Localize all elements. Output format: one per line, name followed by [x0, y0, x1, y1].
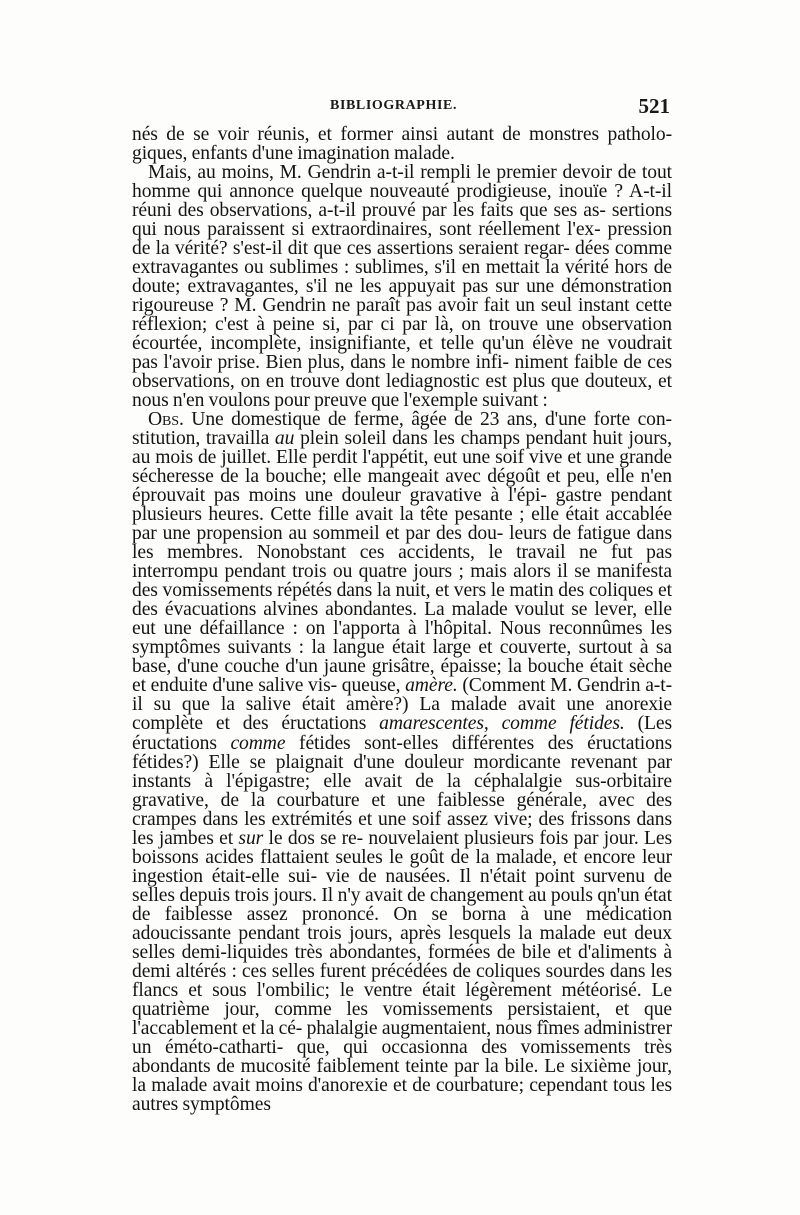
paragraph-continuation: nés de se voir réunis, et former ainsi autant de monstres patholo- giques, enfants d'une imagination malade. [132, 124, 672, 165]
running-head [130, 94, 670, 118]
page-number: 521 [638, 94, 670, 118]
observation-text-6: le dos se re- nouvelaient plusieurs fois par jour. Les boissons acides flattaient seules le goût de la malade, et encore leur ingestion était-elle sui- vie de nausées. Il n'était point survenu de selles depuis trois jours. Il n'y avait de changement au pouls qn'un état de faiblesse assez prononcé. On se borna à une médication adoucissante pendant trois jours, après lesquels la malade eut deux selles demi-liquides très abondantes, formées de bile et d'aliments à demi altérés : ces selles furent précédées de coliques sourdes dans les flancs et sous l'ombilic; le ventre était légèrement météorisé. Le quatrième jour, comme les vomissements persistaient, et que l'accablement et la cé- phalalgie augmentaient, nous fîmes administrer un éméto-catharti- que, qui occasionna des vomissements très abondants de mucosité faiblement teinte par la bile. Le sixième jour, la malade avait moins d'anorexie et de courbature; cependant tous les autres symptômes [132, 827, 673, 1115]
observation-italic-sur: sur [238, 827, 264, 849]
observation-text-3: (Comment M. Gendrin a-t-il su que la salive était amère?) La malade avait une anorexie complète et des éructations [132, 675, 672, 735]
observation-label: Obs. [148, 409, 184, 431]
running-title: BIBLIOGRAPHIE. [330, 98, 458, 113]
observation-italic-au: au [274, 428, 295, 450]
body-text [132, 125, 672, 1114]
observation-italic-amarescentes: amarescentes, comme fétides. [379, 713, 625, 735]
paragraph-observation [132, 410, 672, 1114]
observation-text-4: (Les éructations [132, 713, 673, 754]
observation-text-5: fétides sont-elles différentes des éructations fétides?) Elle se plaignait d'une douleur mordicante revenant par instants à l'épigastre; elle avait de la céphalalgie sus-orbitaire gravative, de la courbature et une faiblesse générale, avec des crampes dans les extrémités et une soif assez vive; des frissons dans les jambes et [132, 732, 672, 849]
observation-italic-comme: comme [230, 732, 286, 754]
observation-text-1: Une domestique de ferme, âgée de 23 ans, d'une forte con- stitution, travailla [132, 409, 672, 450]
observation-italic-amere: amère. [405, 675, 458, 697]
observation-text-2: plein soleil dans les champs pendant huit jours, au mois de juillet. Elle perdit l'appétit, eut une soif vive et une grande sécheresse de la bouche; elle mangeait avec dégoût et peu, elle n'en éprouvait pas moins une douleur gravative à l'épi- gastre pendant plusieurs heures. Cette fille avait la tête pesante ; elle était accablée par une propension au sommeil et par des dou- leurs de fatigue dans les membres. Nonobstant ces accidents, le travail ne fut pas interrompu pendant trois ou quatre jours ; mais alors il se manifesta des vomissements répétés dans la nuit, et vers le matin des coliques et des évacuations alvines abondantes. La malade voulut se lever, elle eut une défaillance : on l'apporta à l'hôpital. Nous reconnûmes les symptômes suivants : la langue était large et couverte, surtout à sa base, d'une couche d'un jaune grisâtre, épaisse; la bouche était sèche et enduite d'une salive vis- queuse, [132, 428, 672, 697]
paragraph-critique: Mais, au moins, M. Gendrin a-t-il rempli le premier devoir de tout homme qui annonce quelque nouveauté prodigieuse, inouïe ? A-t-il réuni des observations, a-t-il prouvé par les faits que ses as- sertions qui nous paraissent si extraordinaires, sont réellement l'ex- pression de la vérité? s'est-il dit que ces assertions seraient regar- dées comme extravagantes ou sublimes : sublimes, s'il en mettait la vérité hors de doute; extravagantes, s'il ne les appuyait pas sur une démonstration rigoureuse ? M. Gendrin ne paraît pas avoir fait un seul instant cette réflexion; c'est à peine si, par ci par là, on trouve une observation écourtée, incomplète, insignifiante, et telle qu'un élève ne voudrait pas l'avoir prise. Bien plus, dans le nombre infi- niment faible de ces observations, on en trouve dont lediagnostic est plus que douteux, et nous n'en voulons pour preuve que l'exemple suivant : [132, 162, 672, 412]
